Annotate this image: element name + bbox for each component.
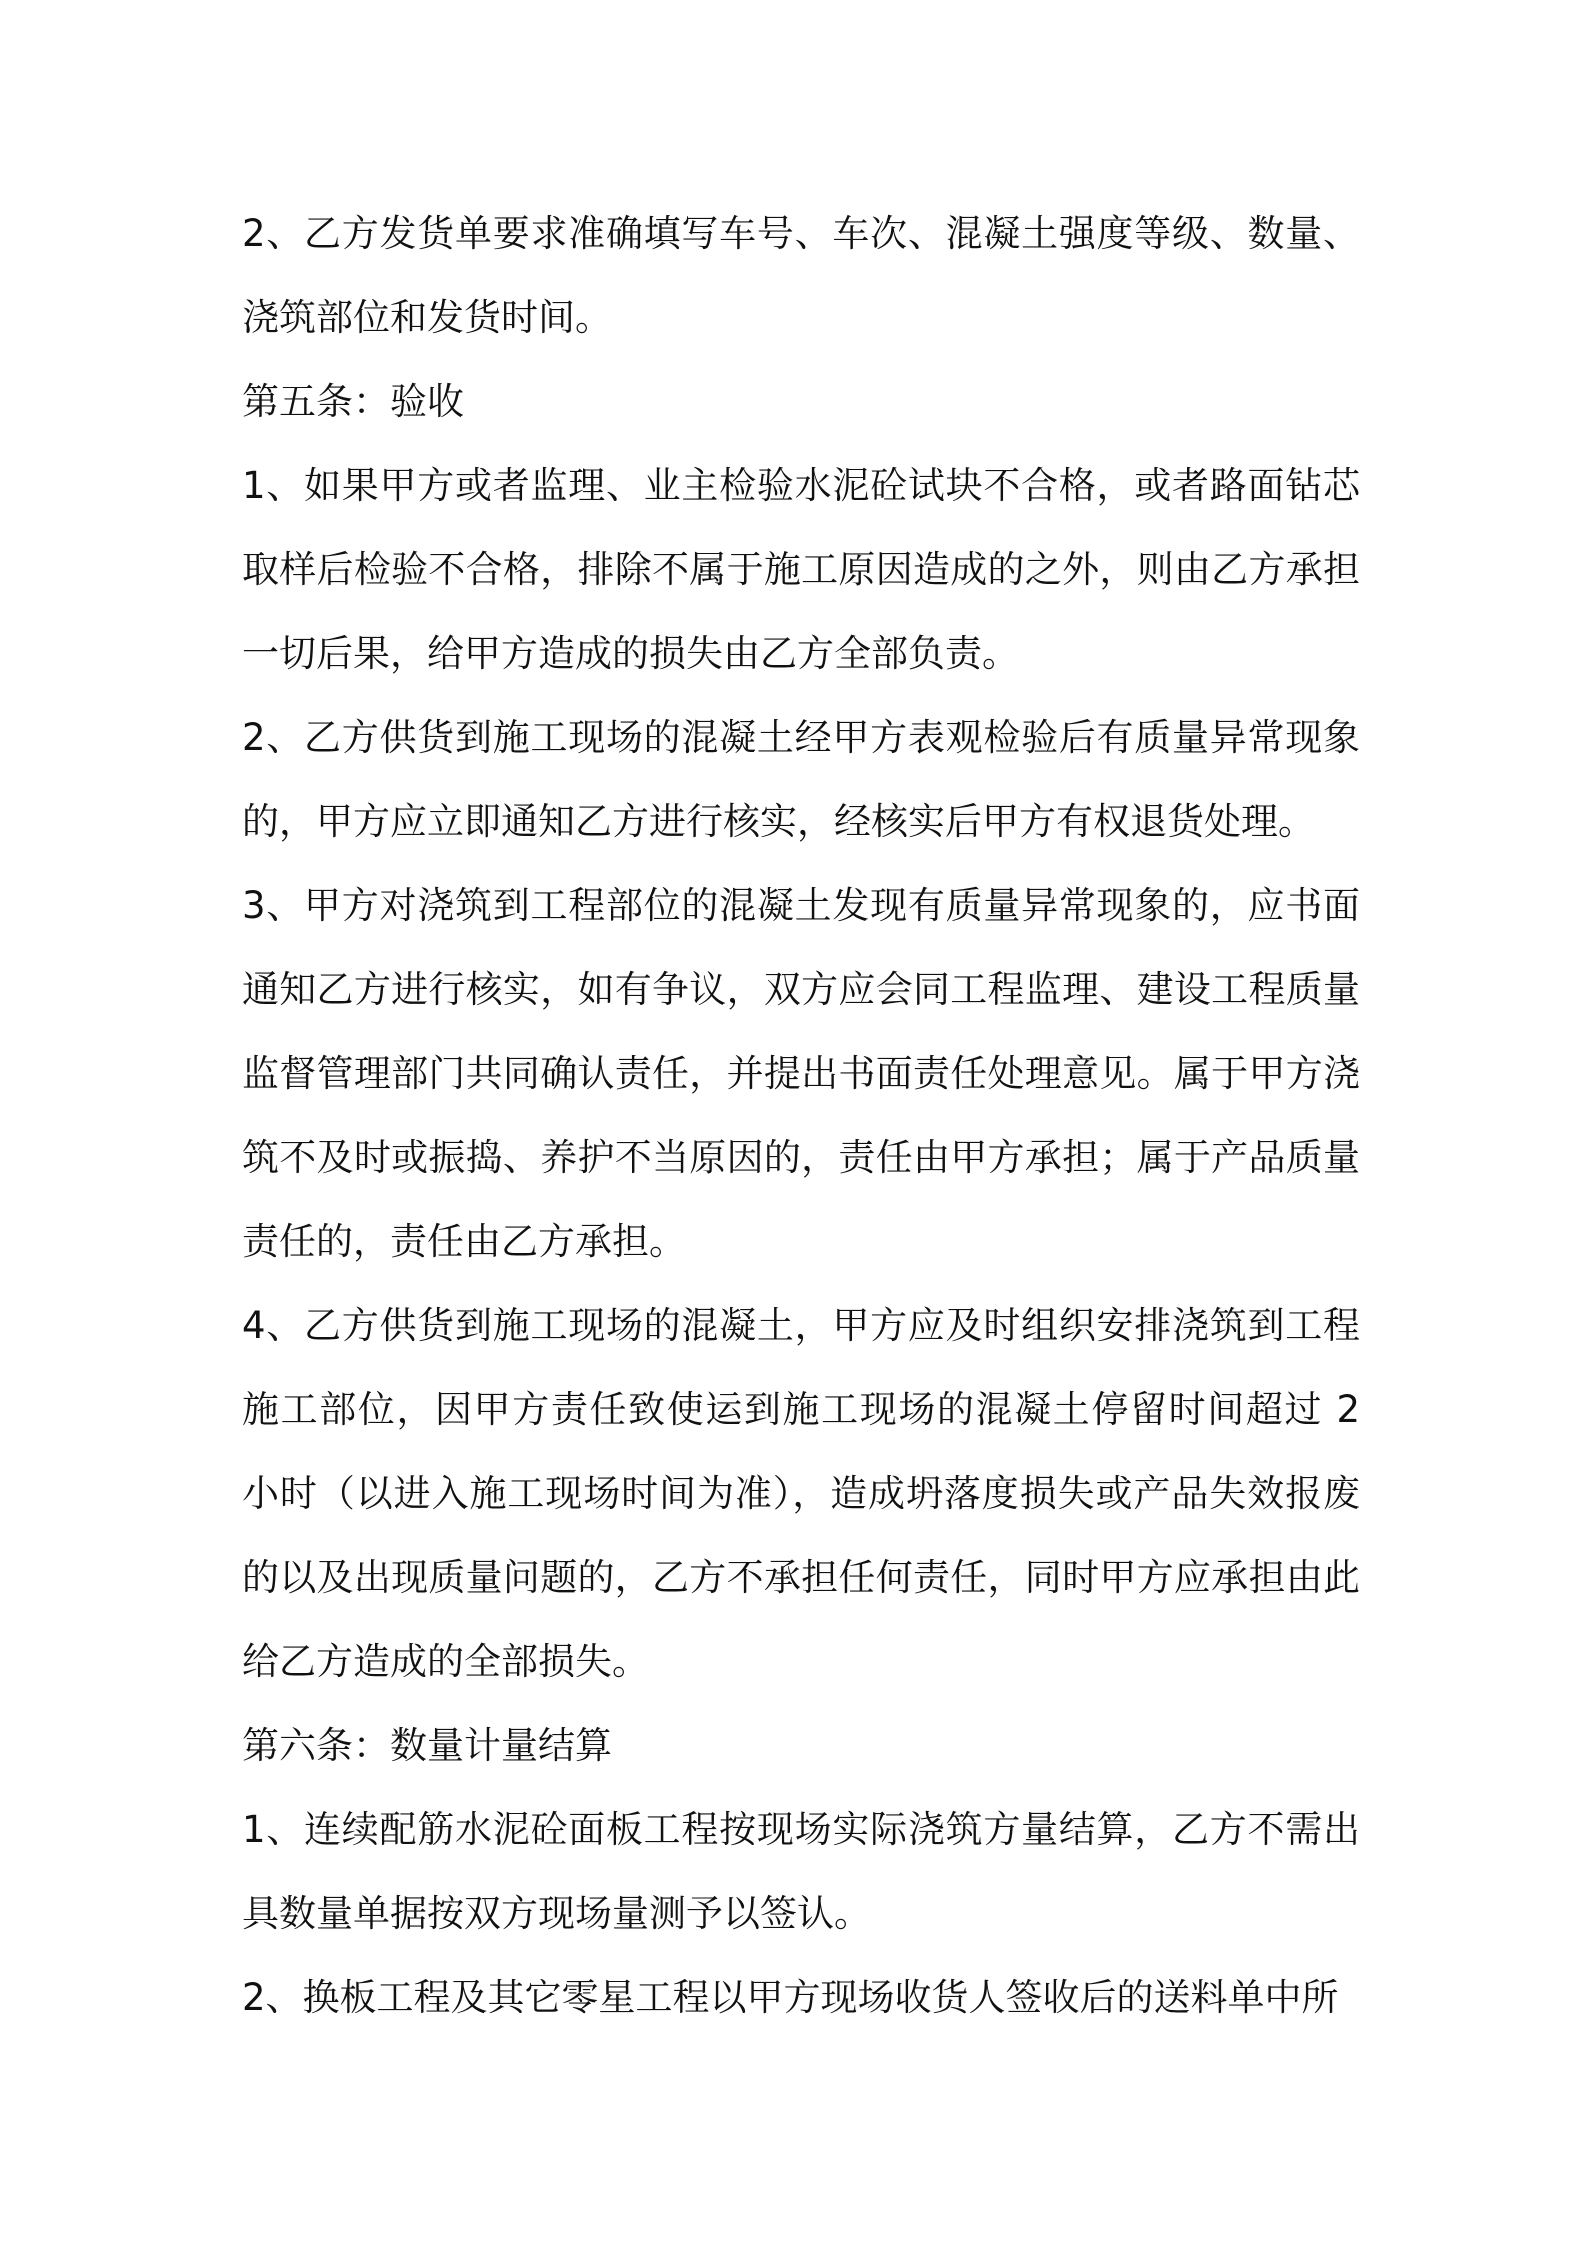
paragraph-acceptance-2: 2、乙方供货到施工现场的混凝土经甲方表观检验后有质量异常现象的，甲方应立即通知乙方进行核实，经核实后甲方有权退货处理。 [242,716,1360,843]
paragraph-quantity-1: 1、连续配筋水泥砼面板工程按现场实际浇筑方量结算，乙方不需出具数量单据按双方现场量测予以签认。 [242,1808,1360,1935]
heading-article-5-acceptance: 第五条：验收 [242,380,464,423]
paragraph-delivery-note: 2、乙方发货单要求准确填写车号、车次、混凝土强度等级、数量、浇筑部位和发货时间。 [242,212,1360,339]
paragraph-acceptance-1: 1、如果甲方或者监理、业主检验水泥砼试块不合格，或者路面钻芯取样后检验不合格，排除不属于施工原因造成的之外，则由乙方承担一切后果，给甲方造成的损失由乙方全部负责。 [242,464,1360,675]
paragraph-acceptance-3: 3、甲方对浇筑到工程部位的混凝土发现有质量异常现象的，应书面通知乙方进行核实，如有争议，双方应会同工程监理、建设工程质量监督管理部门共同确认责任，并提出书面责任处理意见。属于甲方浇筑不及时或振捣、养护不当原因的，责任由甲方承担；属于产品质量责任的，责任由乙方承担。 [242,884,1360,1263]
document-page [242,192,1360,2040]
paragraph-acceptance-4: 4、乙方供货到施工现场的混凝土，甲方应及时组织安排浇筑到工程施工部位，因甲方责任致使运到施工现场的混凝土停留时间超过 2 小时（以进入施工现场时间为准），造成坍落度损失或产品失效报废的以及出现质量问题的，乙方不承担任何责任，同时甲方应承担由此给乙方造成的全部损失。 [242,1304,1360,1683]
paragraph-quantity-2: 2、换板工程及其它零星工程以甲方现场收货人签收后的送料单中所 [242,1976,1339,2019]
heading-article-6-quantity: 第六条：数量计量结算 [242,1724,612,1767]
